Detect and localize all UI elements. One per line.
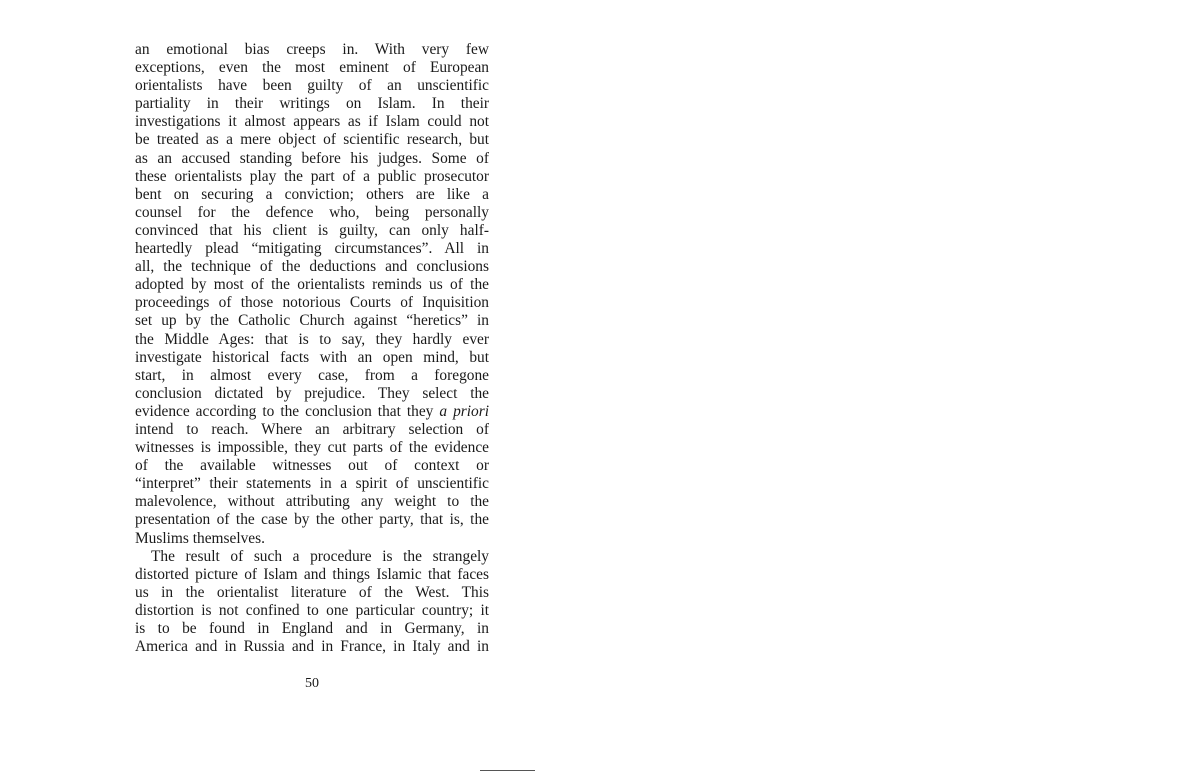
- text-line: us in the orientalist literature of the West. This: [135, 583, 489, 601]
- text-line: witnesses is impossible, they cut parts of the evidence: [135, 439, 489, 457]
- text-line: the Middle Ages: that is to say, they hardly ever: [135, 330, 489, 348]
- text-line: investigations it almost appears as if Islam could not: [135, 113, 489, 131]
- text-line-with-italic: [135, 403, 489, 421]
- italic-term: a priori: [439, 402, 490, 420]
- text-line: an emotional bias creeps in. With very few: [135, 41, 489, 58]
- text-line: heartedly plead “mitigating circumstances”. All in: [135, 240, 489, 258]
- text-line: these orientalists play the part of a public prosecutor: [135, 167, 489, 185]
- body-text: [135, 41, 489, 656]
- text-line: proceedings of those notorious Courts of Inquisition: [135, 294, 489, 312]
- text-line: counsel for the defence who, being personally: [135, 203, 489, 221]
- text-line: bent on securing a conviction; others are like a: [135, 185, 489, 203]
- text-line: malevolence, without attributing any weight to the: [135, 493, 489, 511]
- text-line: adopted by most of the orientalists reminds us of the: [135, 276, 489, 294]
- text-line: of the available witnesses out of context or: [135, 457, 489, 475]
- text-line: “interpret” their statements in a spirit of unscientific: [135, 475, 489, 493]
- text-line: partiality in their writings on Islam. In their: [135, 95, 489, 113]
- text-line: exceptions, even the most eminent of European: [135, 59, 489, 77]
- text-line: investigate historical facts with an open mind, but: [135, 348, 489, 366]
- text-line: The result of such a procedure is the strangely: [151, 547, 489, 565]
- text-line: orientalists have been guilty of an unscientific: [135, 77, 489, 95]
- text-line: conclusion dictated by prejudice. They select the: [135, 384, 489, 402]
- text-line: set up by the Catholic Church against “heretics” in: [135, 312, 489, 330]
- text-line: start, in almost every case, from a foregone: [135, 366, 489, 384]
- page-number: 50: [305, 676, 319, 691]
- text-line: convinced that his client is guilty, can only half-: [135, 221, 489, 239]
- text-line: intend to reach. Where an arbitrary selection of: [135, 420, 489, 438]
- text-line: presentation of the case by the other party, that is, the: [135, 511, 489, 529]
- text-line: distortion is not confined to one particular country; it: [135, 601, 489, 619]
- text-line: America and in Russia and in France, in Italy and in: [135, 638, 489, 656]
- text-line: as an accused standing before his judges. Some of: [135, 149, 489, 167]
- text-line: be treated as a mere object of scientific research, but: [135, 131, 489, 149]
- text-line: all, the technique of the deductions and conclusions: [135, 258, 489, 276]
- text-line: is to be found in England and in Germany, in: [135, 620, 489, 637]
- text-line: Muslims themselves.: [135, 529, 265, 547]
- scan-edge-mark: [480, 770, 535, 771]
- text-line: distorted picture of Islam and things Islamic that faces: [135, 565, 489, 583]
- text-run: evidence according to the conclusion that they: [135, 402, 440, 420]
